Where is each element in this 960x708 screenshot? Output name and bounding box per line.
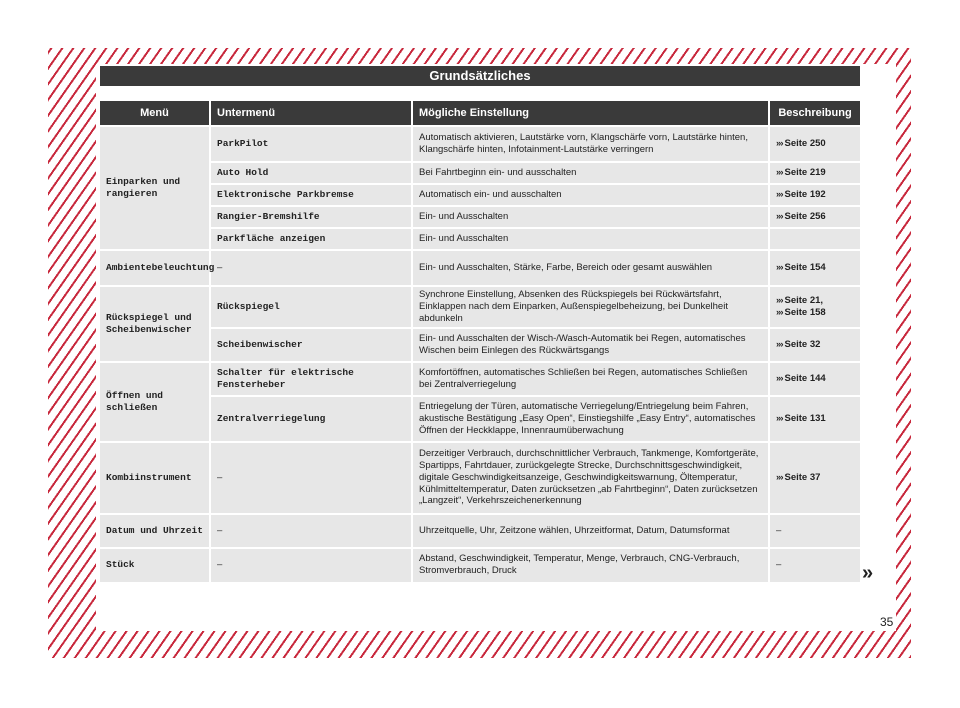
setting-cell: Ein- und Ausschalten der Wisch-/Wasch-Automatik bei Regen, automatisches Wischen beim Einlegen des Rückwärtsgangs xyxy=(412,328,769,362)
page-reference-arrow-icon: ››› xyxy=(776,138,783,150)
menu-cell: Datum und Uhrzeit xyxy=(100,514,210,548)
submenu-cell: Auto Hold xyxy=(210,162,412,184)
table-row xyxy=(100,126,860,162)
menu-cell: Öffnen und schließen xyxy=(100,362,210,442)
setting-cell: Komfortöffnen, automatisches Schließen bei Regen, automatisches Schließen bei Zentralverriegelung xyxy=(412,362,769,396)
page-reference-link[interactable]: Seite 21, xyxy=(784,294,824,306)
page-title: Grundsätzliches xyxy=(100,66,860,86)
reference-cell xyxy=(769,250,860,286)
submenu-cell: ParkPilot xyxy=(210,126,412,162)
setting-cell: Synchrone Einstellung, Absenken des Rückspiegels bei Rückwärtsfahrt, Einklappen nach dem Einparken, Außenspiegelbeheizung, bei Dunkelheit abdunkeln xyxy=(412,286,769,328)
submenu-cell: Elektronische Parkbremse xyxy=(210,184,412,206)
page-reference-arrow-icon: ››› xyxy=(776,262,783,274)
setting-cell: Automatisch aktivieren, Lautstärke vorn, Klangschärfe vorn, Lautstärke hinten, Klangschärfe hinten, Infotainment-Lautstärke verringern xyxy=(412,126,769,162)
page-reference-link[interactable]: Seite 32 xyxy=(784,338,821,350)
submenu-cell: – xyxy=(210,514,412,548)
reference-cell: – xyxy=(769,548,860,582)
setting-cell: Ein- und Ausschalten xyxy=(412,206,769,228)
reference-cell xyxy=(769,396,860,442)
setting-cell: Automatisch ein- und ausschalten xyxy=(412,184,769,206)
reference-cell xyxy=(769,228,860,250)
page-reference-link[interactable]: Seite 192 xyxy=(784,189,826,201)
page-reference-link[interactable]: Seite 37 xyxy=(784,471,821,483)
page-reference-link[interactable]: Seite 256 xyxy=(784,211,826,223)
reference-cell xyxy=(769,442,860,514)
setting-cell: Uhrzeitquelle, Uhr, Zeitzone wählen, Uhrzeitformat, Datum, Datumsformat xyxy=(412,514,769,548)
page-reference-link[interactable]: Seite 131 xyxy=(784,412,826,424)
table-row xyxy=(100,228,860,250)
table-row xyxy=(100,286,860,328)
setting-cell: Ein- und Ausschalten xyxy=(412,228,769,250)
header-menu: Menü xyxy=(100,101,210,126)
submenu-cell: Parkfläche anzeigen xyxy=(210,228,412,250)
header-setting: Mögliche Einstellung xyxy=(412,101,769,126)
page-reference-arrow-icon: ››› xyxy=(776,412,783,424)
settings-table xyxy=(100,101,860,582)
reference-cell: – xyxy=(769,514,860,548)
reference-cell xyxy=(769,162,860,184)
page-reference-arrow-icon: ››› xyxy=(776,372,783,384)
reference-cell xyxy=(769,206,860,228)
table-row xyxy=(100,362,860,396)
page-reference-link[interactable]: Seite 250 xyxy=(784,138,826,150)
page-reference-arrow-icon: ››› xyxy=(776,294,783,306)
setting-cell: Ein- und Ausschalten, Stärke, Farbe, Bereich oder gesamt auswählen xyxy=(412,250,769,286)
reference-cell xyxy=(769,286,860,328)
table-row xyxy=(100,162,860,184)
table-row xyxy=(100,328,860,362)
menu-cell: Kombiinstrument xyxy=(100,442,210,514)
table-row xyxy=(100,250,860,286)
setting-cell: Derzeitiger Verbrauch, durchschnittlicher Verbrauch, Tankmenge, Komfortgeräte, Spartipps, Fahrtdauer, zurückgelegte Strecke, Durchschnittsgeschwindigkeit, digitale Geschwindigkeitsanzeige, Geschwindigkeitswarnung, Öltemperatur, Kühlmitteltemperatur, Daten zurücksetzen „ab Fahrtbeginn“, Daten zurücksetzen „Langzeit“, Verkehrszeichenerkennung xyxy=(412,442,769,514)
menu-cell: Stück xyxy=(100,548,210,582)
submenu-cell: Scheibenwischer xyxy=(210,328,412,362)
page-reference-link[interactable]: Seite 219 xyxy=(784,167,826,179)
submenu-cell: Rückspiegel xyxy=(210,286,412,328)
page-reference-link[interactable]: Seite 158 xyxy=(784,306,826,318)
table-row xyxy=(100,442,860,514)
table-row xyxy=(100,548,860,582)
page-reference-arrow-icon: ››› xyxy=(776,211,783,223)
submenu-cell: Schalter für elektrische Fensterheber xyxy=(210,362,412,396)
table-row xyxy=(100,206,860,228)
page-reference-link[interactable]: Seite 154 xyxy=(784,262,826,274)
reference-cell xyxy=(769,328,860,362)
setting-cell: Abstand, Geschwindigkeit, Temperatur, Menge, Verbrauch, CNG-Verbrauch, Stromverbrauch, Druck xyxy=(412,548,769,582)
reference-cell xyxy=(769,184,860,206)
submenu-cell: Rangier-Bremshilfe xyxy=(210,206,412,228)
submenu-cell: Zentralverriegelung xyxy=(210,396,412,442)
submenu-cell: – xyxy=(210,442,412,514)
page-number: 35 xyxy=(880,615,894,629)
page-reference-arrow-icon: ››› xyxy=(776,338,783,350)
submenu-cell: – xyxy=(210,548,412,582)
continue-arrow-icon: » xyxy=(862,562,874,584)
header-description: Beschreibung xyxy=(769,101,860,126)
table-row xyxy=(100,514,860,548)
table-row xyxy=(100,184,860,206)
table-header-row xyxy=(100,101,860,126)
page-reference-arrow-icon: ››› xyxy=(776,189,783,201)
setting-cell: Entriegelung der Türen, automatische Verriegelung/Entriegelung beim Fahren, akustische Bestätigung „Easy Open“, Einstiegshilfe „Easy Entry“, automatisches Öffnen der Heckklappe, Innenraumüberwachung xyxy=(412,396,769,442)
reference-cell xyxy=(769,126,860,162)
reference-cell xyxy=(769,362,860,396)
page-reference-arrow-icon: ››› xyxy=(776,471,783,483)
submenu-cell: – xyxy=(210,250,412,286)
header-submenu: Untermenü xyxy=(210,101,412,126)
menu-cell: Einparken und rangieren xyxy=(100,126,210,250)
page-reference-arrow-icon: ››› xyxy=(776,167,783,179)
setting-cell: Bei Fahrtbeginn ein- und ausschalten xyxy=(412,162,769,184)
table-row xyxy=(100,396,860,442)
menu-cell: Ambientebeleuchtung xyxy=(100,250,210,286)
page-reference-link[interactable]: Seite 144 xyxy=(784,372,826,384)
page-reference-arrow-icon: ››› xyxy=(776,306,783,318)
menu-cell: Rückspiegel und Scheibenwischer xyxy=(100,286,210,362)
